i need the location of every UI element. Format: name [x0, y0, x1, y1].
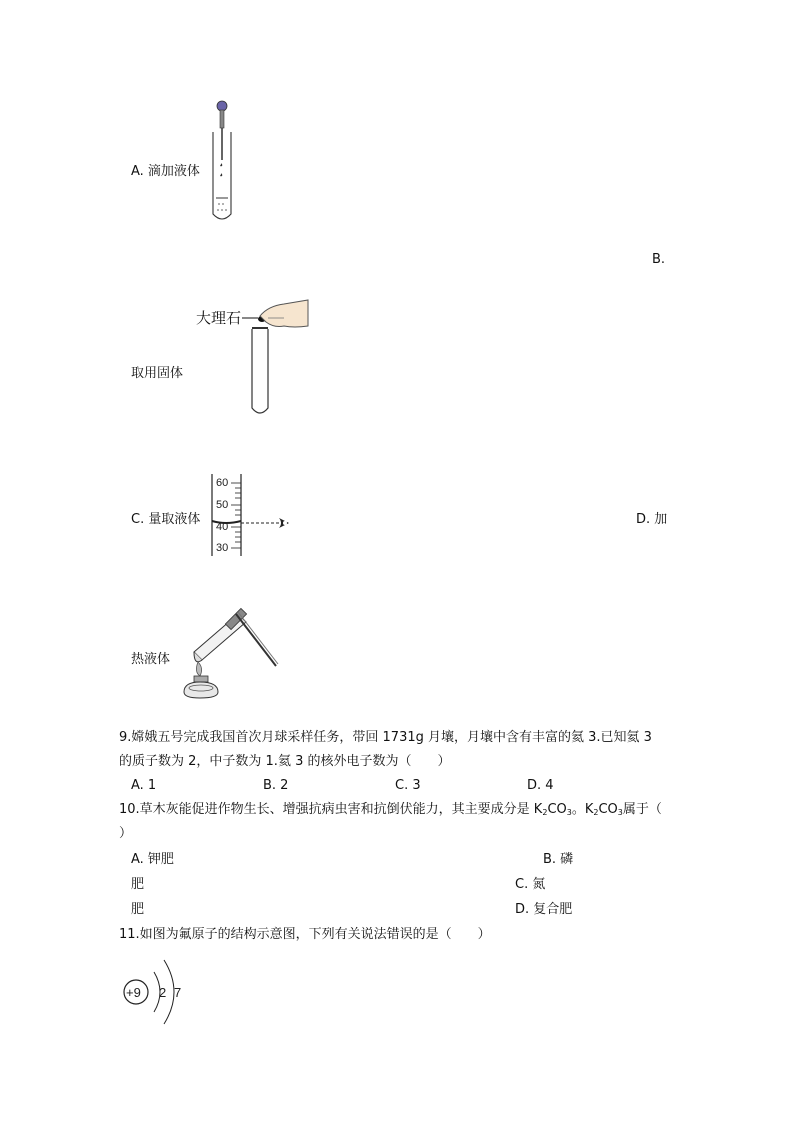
graduated-cylinder-figure — [205, 472, 295, 558]
tick-40: 40 — [216, 521, 229, 533]
heating-liquid-figure — [180, 600, 282, 700]
q9-line1: 9.嫦娥五号完成我国首次月球采样任务，带回 1731g 月壤，月壤中含有丰富的氦 3.已知氦 3 — [119, 730, 652, 745]
shell-2-electrons: 7 — [174, 985, 182, 1000]
option-b-text: 取用固体 — [131, 366, 184, 381]
q10-option-b-cont: 肥 — [131, 877, 145, 892]
q9-line2: 的质子数为 2，中子数为 1.氦 3 的核外电子数为（ ） — [119, 754, 451, 769]
q10-option-a: A. 钾肥 — [131, 852, 174, 867]
tick-30: 30 — [216, 542, 229, 554]
tick-60: 60 — [216, 477, 229, 489]
shell-1-electrons: 2 — [159, 985, 167, 1000]
option-b-label: B. — [652, 252, 666, 267]
q10-option-d: D. 复合肥 — [515, 902, 573, 917]
q9-option-a: A. 1 — [131, 778, 157, 793]
q10-line1: 10.草木灰能促进作物生长、增强抗病虫害和抗倒伏能力，其主要成分是 $K_2CO_3$。$K_2CO_3$属于（ — [119, 802, 662, 817]
fluorine-atom-diagram — [118, 952, 190, 1026]
q9-option-c: C. 3 — [395, 778, 421, 793]
marble-caption: 大理石 — [196, 310, 242, 327]
option-c-label: C. 量取液体 — [131, 512, 201, 527]
q11-text: 11.如图为氟原子的结构示意图，下列有关说法错误的是（ ） — [119, 927, 491, 942]
q9-option-b: B. 2 — [263, 778, 289, 793]
tick-50: 50 — [216, 499, 229, 511]
q10-option-b: B. 磷 — [543, 852, 574, 867]
q10-option-c-cont: 肥 — [131, 902, 145, 917]
dropper-test-tube-figure — [208, 98, 238, 224]
nucleus-charge: +9 — [126, 985, 141, 1000]
solid-tube-figure — [196, 296, 310, 420]
q9-option-d: D. 4 — [527, 778, 554, 793]
q10-option-c: C. 氮 — [515, 877, 546, 892]
option-d-label: D. 加 — [636, 512, 668, 527]
q10-line2: ） — [119, 826, 133, 841]
option-a-label: A. 滴加液体 — [131, 164, 200, 179]
option-d-text: 热液体 — [131, 652, 171, 667]
